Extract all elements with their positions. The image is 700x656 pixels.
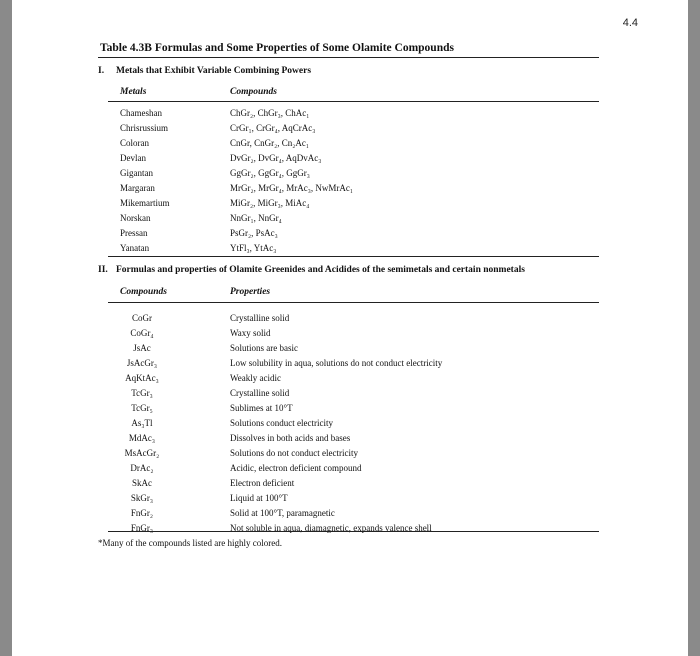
section1-bottom-rule <box>108 256 599 257</box>
property-cell: Dissolves in both acids and bases <box>230 433 351 443</box>
metal-cell: Yanatan <box>120 243 150 253</box>
compounds-cell: CnGr, CnGr₂, Cn₂Ac₁ <box>230 138 310 148</box>
compound-cell: DrAc₂ <box>130 463 154 473</box>
compounds-cell: ChGr₂, ChGr₃, ChAc₁ <box>230 108 310 118</box>
property-cell: Solutions conduct electricity <box>230 418 333 428</box>
metal-cell: Norskan <box>120 213 151 223</box>
property-cell: Crystalline solid <box>230 388 290 398</box>
property-cell: Liquid at 100°T <box>230 493 288 503</box>
section2-bottom-rule <box>108 531 599 532</box>
property-cell: Low solubility in aqua, solutions do not conduct electricity <box>230 358 443 368</box>
metal-cell: Pressan <box>120 228 148 238</box>
col-header-compounds: Compounds <box>230 87 277 97</box>
compounds-cell: GgGr₂, GgGr₄, GgGr₃ <box>230 168 310 178</box>
metal-cell: Gigantan <box>120 168 153 178</box>
table-title: Table 4.3B Formulas and Some Properties of Some Olamite Compounds <box>100 42 454 54</box>
compounds-cell: YtFl₃, YtAc₃ <box>230 243 277 253</box>
compound-cell: CoGr <box>132 313 152 323</box>
compound-cell: JsAc <box>133 343 151 353</box>
compounds-cell: MiGr₂, MiGr₃, MiAc₄ <box>230 198 310 208</box>
property-cell: Solutions do not conduct electricity <box>230 448 358 458</box>
compound-cell: SkAc <box>132 478 152 488</box>
compound-cell: As₃Tl <box>131 418 153 428</box>
compounds-cell: DvGr₂, DvGr₄, AqDvAc₃ <box>230 153 322 163</box>
compounds-cell: PsGr₂, PsAc₃ <box>230 228 278 238</box>
compound-cell: MdAc₃ <box>128 433 156 443</box>
title-rule <box>98 57 599 58</box>
footnote: *Many of the compounds listed are highly colored. <box>98 538 282 548</box>
compounds-cell: MrGr₂, MrGr₄, MrAc₃, NwMrAc₁ <box>230 183 354 193</box>
section1-compounds-column <box>230 106 590 256</box>
compound-cell: TcGr₅ <box>131 403 153 413</box>
metal-cell: Margaran <box>120 183 155 193</box>
section1-metals-column <box>120 106 220 256</box>
property-cell: Solutions are basic <box>230 343 298 353</box>
section2-header-rule <box>108 302 599 303</box>
compound-cell: TcGr₃ <box>131 388 153 398</box>
page-number: 4.4 <box>622 17 638 29</box>
property-cell: Solid at 100°T, paramagnetic <box>230 508 335 518</box>
section2-compounds-column <box>112 311 172 536</box>
metal-cell: Mikemartium <box>120 198 170 208</box>
property-cell: Not soluble in aqua, diamagnetic, expands valence shell <box>230 523 432 533</box>
property-cell: Acidic, electron deficient compound <box>230 463 362 473</box>
property-cell: Electron deficient <box>230 478 295 488</box>
document-page <box>12 0 688 656</box>
compounds-cell: NnGr₁, NnGr₄ <box>230 213 282 223</box>
metal-cell: Coloran <box>120 138 149 148</box>
section2-number: II. <box>98 265 108 275</box>
property-cell: Sublimes at 10°T <box>230 403 293 413</box>
metal-cell: Devlan <box>120 153 146 163</box>
col-header-compounds-2: Compounds <box>120 287 167 297</box>
compound-cell: MsAcGr₂ <box>124 448 160 458</box>
compound-cell: SkGr₃ <box>130 493 154 503</box>
compound-cell: CoGr₄ <box>130 328 154 338</box>
col-header-properties: Properties <box>230 287 271 297</box>
col-header-metals: Metals <box>120 87 147 97</box>
metal-cell: Chrisrussium <box>120 123 169 133</box>
section2-heading <box>98 265 525 275</box>
section1-heading <box>98 66 311 76</box>
section2-title: Formulas and properties of Olamite Greenides and Acidides of the semimetals and certain nonmetals <box>116 265 525 275</box>
compounds-cell: CrGr₁, CrGr₄, AqCrAc₃ <box>230 123 316 133</box>
section2-properties-column <box>230 311 590 536</box>
metal-cell: Chameshan <box>120 108 162 118</box>
property-cell: Crystalline solid <box>230 313 290 323</box>
section1-header-rule <box>108 101 599 102</box>
compound-cell: FnGr₂ <box>130 508 154 518</box>
section1-number: I. <box>98 66 105 76</box>
property-cell: Waxy solid <box>230 328 271 338</box>
property-cell: Weakly acidic <box>230 373 281 383</box>
compound-cell: JsAcGr₃ <box>126 358 158 368</box>
section1-title: Metals that Exhibit Variable Combining Powers <box>116 66 312 76</box>
compound-cell: FnGr₃ <box>130 523 154 533</box>
compound-cell: AqKtAc₃ <box>125 373 159 383</box>
